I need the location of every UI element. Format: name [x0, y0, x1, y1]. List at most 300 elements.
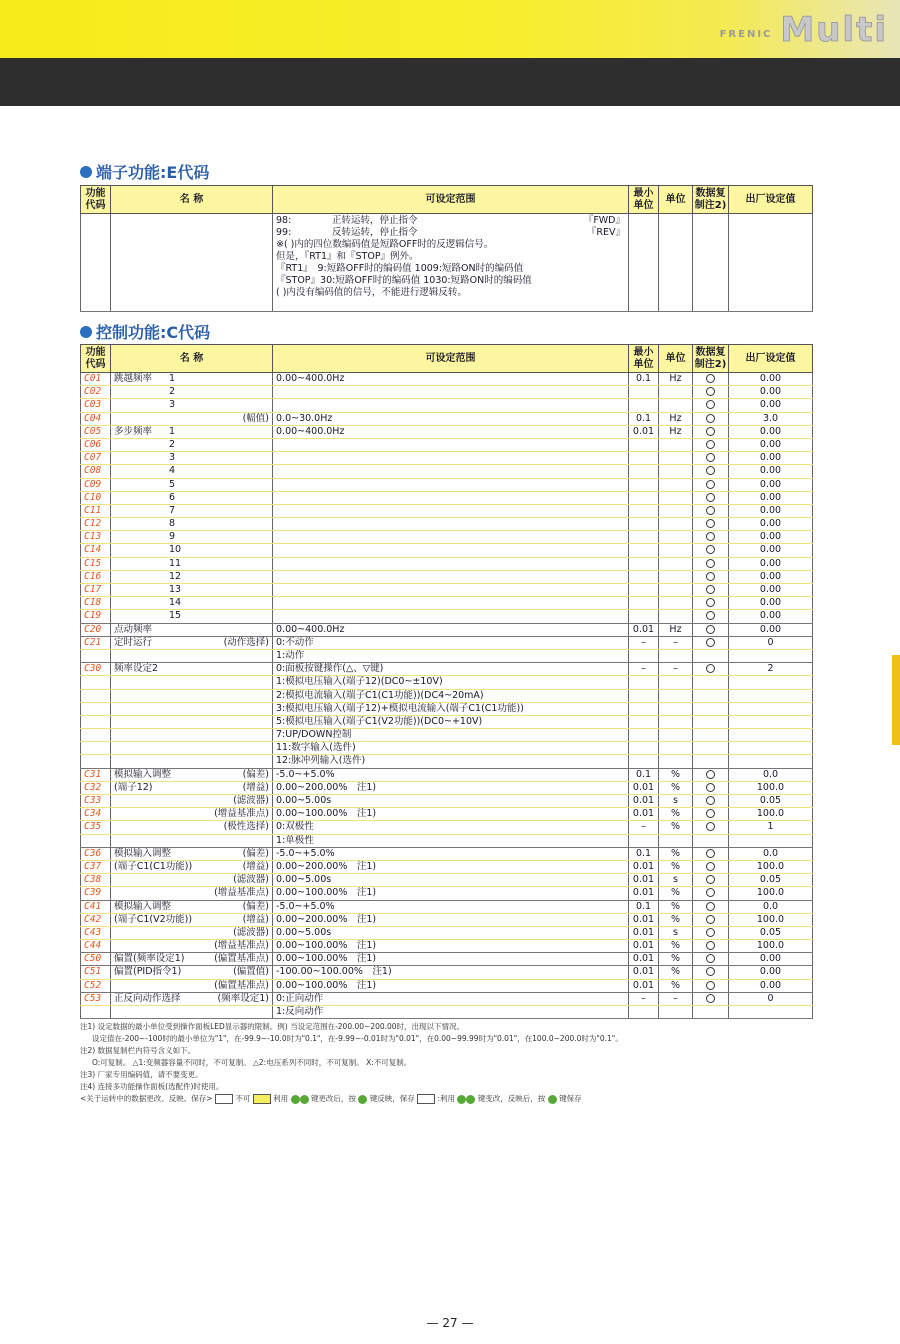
param-code: C13 — [81, 531, 111, 544]
param-code: C34 — [81, 808, 111, 821]
param-min — [629, 649, 659, 662]
param-sub-label: (增益基准点) — [214, 887, 269, 899]
copyable-circle-icon — [706, 954, 715, 963]
table-row — [81, 504, 813, 517]
param-range: 3:模拟电压输入(端子12)+模拟电流输入(端子C1(C1功能)) — [273, 702, 629, 715]
param-index: 3 — [169, 452, 176, 464]
param-code: C51 — [81, 966, 111, 979]
param-name-left — [114, 848, 214, 860]
param-name-left — [114, 637, 214, 649]
table-row — [81, 781, 813, 794]
param-code: C20 — [81, 623, 111, 636]
param-copy — [693, 874, 729, 887]
param-range: 0.00~400.0Hz — [273, 425, 629, 438]
param-copy — [693, 979, 729, 992]
param-name-text: 频率设定2 — [114, 663, 159, 675]
param-copy — [693, 649, 729, 662]
e-range-line — [276, 239, 625, 251]
copyable-circle-icon — [706, 638, 715, 647]
param-default: 0.05 — [729, 926, 813, 939]
param-name-wrap — [114, 927, 269, 939]
brand-big-text: Multi — [780, 10, 888, 50]
param-name-left — [114, 624, 214, 636]
param-range: 0.00~100.00% 注1) — [273, 953, 629, 966]
param-min: 0.01 — [629, 781, 659, 794]
param-name-wrap — [114, 637, 269, 649]
param-default — [729, 834, 813, 847]
param-copy — [693, 834, 729, 847]
param-copy — [693, 795, 729, 808]
param-name — [111, 860, 273, 873]
param-name-wrap — [114, 808, 269, 820]
e-range-cell — [273, 214, 629, 312]
param-min: 0.1 — [629, 847, 659, 860]
param-range: 1:反向动作 — [273, 1006, 629, 1019]
table-row — [81, 966, 813, 979]
param-range: 5:模拟电压输入(端子C1(V2功能))(DC0~+10V) — [273, 715, 629, 728]
header-name: 名 称 — [111, 186, 273, 214]
param-range: 11:数字输入(选件) — [273, 742, 629, 755]
param-copy — [693, 597, 729, 610]
copyable-circle-icon — [706, 506, 715, 515]
param-range: -5.0~+5.0% — [273, 768, 629, 781]
param-range: 1:模拟电压输入(端子12)(DC0~±10V) — [273, 676, 629, 689]
table-row — [81, 689, 813, 702]
param-copy — [693, 742, 729, 755]
param-name-left — [114, 426, 214, 438]
param-unit: % — [659, 808, 693, 821]
table-row — [81, 518, 813, 531]
param-name-text: (端子C1(V2功能)) — [114, 913, 193, 925]
param-copy — [693, 702, 729, 715]
param-min: 0.01 — [629, 874, 659, 887]
param-unit — [659, 452, 693, 465]
copyable-circle-icon — [706, 875, 715, 884]
header-unit: 单位 — [659, 345, 693, 373]
param-default — [729, 715, 813, 728]
param-name-wrap — [114, 624, 269, 636]
e-range-text: 『RT1』 9:短路OFF时的编码值 1009:短路ON时的编码值 — [276, 263, 524, 274]
func-key-icon — [358, 1095, 367, 1104]
param-default: 0.00 — [729, 504, 813, 517]
param-min — [629, 465, 659, 478]
param-name-wrap — [114, 769, 269, 781]
note-1b: 设定值在-200~-100时的最小单位为"1"，在-99.9~-10.0时为"0.1"，在-9.99~-0.01时为"0.01"，在0.00~99.99时为"0.01"，在100.0~200.0时为"0.1"。 — [92, 1034, 623, 1043]
param-min — [629, 689, 659, 702]
section-c-title-text: 控制功能:C代码 — [96, 323, 211, 342]
param-range — [273, 491, 629, 504]
param-copy — [693, 860, 729, 873]
param-code: C38 — [81, 874, 111, 887]
table-row — [81, 1006, 813, 1019]
param-default: 0.00 — [729, 979, 813, 992]
param-unit — [659, 702, 693, 715]
param-code: C10 — [81, 491, 111, 504]
param-sub-label: (极性选择) — [223, 821, 269, 833]
table-row — [81, 438, 813, 451]
param-code: C01 — [81, 373, 111, 386]
param-min — [629, 729, 659, 742]
param-name-text: 模拟输入调整 — [114, 768, 172, 780]
param-name — [111, 808, 273, 821]
param-min: 0.01 — [629, 795, 659, 808]
param-name — [111, 821, 273, 834]
param-range: 0.00~200.00% 注1) — [273, 860, 629, 873]
param-unit: % — [659, 953, 693, 966]
param-unit — [659, 544, 693, 557]
table-row — [81, 953, 813, 966]
e-range-code: 98: — [276, 215, 292, 226]
param-copy — [693, 518, 729, 531]
param-unit — [659, 610, 693, 623]
param-name-left — [114, 966, 214, 978]
copyable-circle-icon — [706, 981, 715, 990]
param-name-wrap — [114, 861, 269, 873]
param-min: – — [629, 663, 659, 676]
table-row — [81, 979, 813, 992]
param-default: 0.00 — [729, 452, 813, 465]
param-unit — [659, 438, 693, 451]
side-index-tab — [892, 655, 900, 745]
param-range: 0:正向动作 — [273, 992, 629, 1005]
param-name — [111, 465, 273, 478]
param-unit: Hz — [659, 425, 693, 438]
table-row — [81, 531, 813, 544]
param-name — [111, 900, 273, 913]
header-copy: 数据复制注2) — [693, 345, 729, 373]
param-name-left — [114, 914, 214, 926]
param-range — [273, 557, 629, 570]
param-min — [629, 557, 659, 570]
param-code: C37 — [81, 860, 111, 873]
param-name-wrap — [114, 914, 269, 926]
param-name — [111, 742, 273, 755]
param-code: C17 — [81, 584, 111, 597]
param-name — [111, 874, 273, 887]
param-copy — [693, 900, 729, 913]
param-range: 0.00~400.0Hz — [273, 623, 629, 636]
param-sub-label: (偏置基准点) — [214, 953, 269, 965]
param-name-wrap — [114, 874, 269, 886]
param-default: 0.00 — [729, 966, 813, 979]
header-min: 最小单位 — [629, 345, 659, 373]
copyable-circle-icon — [706, 519, 715, 528]
param-code: C05 — [81, 425, 111, 438]
e-range-code: 99: — [276, 227, 292, 238]
param-default: 100.0 — [729, 940, 813, 953]
param-name-left — [114, 769, 214, 781]
param-min: – — [629, 992, 659, 1005]
param-min — [629, 676, 659, 689]
note-3: 注3) 厂家专用编码值，请不要变更。 — [80, 1070, 203, 1079]
param-default: 0.00 — [729, 531, 813, 544]
param-name — [111, 966, 273, 979]
param-name-text: (端子12) — [114, 781, 153, 793]
param-min — [629, 834, 659, 847]
param-name-wrap — [114, 373, 269, 385]
param-name-left — [114, 413, 214, 425]
param-name-text: 定时运行 — [114, 636, 153, 648]
copyable-circle-icon — [706, 427, 715, 436]
e-range-text: 『STOP』30:短路OFF时的编码值 1030:短路ON时的编码值 — [276, 275, 532, 286]
param-range — [273, 465, 629, 478]
copyable-circle-icon — [706, 585, 715, 594]
header-range: 可设定范围 — [273, 186, 629, 214]
param-code: C41 — [81, 900, 111, 913]
param-name — [111, 425, 273, 438]
param-name — [111, 940, 273, 953]
section-c-title — [80, 320, 210, 343]
param-code: C39 — [81, 887, 111, 900]
copyable-circle-icon — [706, 387, 715, 396]
table-row — [81, 597, 813, 610]
param-name — [111, 847, 273, 860]
param-min: 0.01 — [629, 913, 659, 926]
param-default — [729, 702, 813, 715]
param-index: 3 — [169, 399, 176, 411]
param-code: C12 — [81, 518, 111, 531]
param-copy — [693, 557, 729, 570]
param-min — [629, 478, 659, 491]
copyable-circle-icon — [706, 967, 715, 976]
e-range-line — [276, 215, 625, 227]
param-copy — [693, 953, 729, 966]
table-cell — [111, 214, 273, 312]
param-min — [629, 544, 659, 557]
up-key-icon — [291, 1095, 300, 1104]
param-name-left — [114, 808, 214, 820]
copyable-circle-icon — [706, 611, 715, 620]
param-sub-label: (偏置基准点) — [214, 979, 269, 991]
param-name — [111, 795, 273, 808]
param-min — [629, 518, 659, 531]
table-row — [81, 847, 813, 860]
param-unit — [659, 570, 693, 583]
param-range: 0:面板按键操作(△、▽键) — [273, 663, 629, 676]
param-unit — [659, 557, 693, 570]
param-index: 4 — [169, 465, 176, 477]
copyable-circle-icon — [706, 559, 715, 568]
param-unit — [659, 504, 693, 517]
param-copy — [693, 478, 729, 491]
param-sub-label: (偏差) — [242, 900, 269, 912]
param-code: C07 — [81, 452, 111, 465]
param-unit: Hz — [659, 373, 693, 386]
param-code: C32 — [81, 781, 111, 794]
param-code: C06 — [81, 438, 111, 451]
param-default — [729, 649, 813, 662]
copyable-circle-icon — [706, 532, 715, 541]
param-copy — [693, 689, 729, 702]
param-name — [111, 979, 273, 992]
param-range: 0.00~200.00% 注1) — [273, 913, 629, 926]
param-name-left — [114, 795, 214, 807]
param-name-wrap — [114, 795, 269, 807]
param-range: 2:模拟电流输入(端子C1(C1功能))(DC4~20mA) — [273, 689, 629, 702]
e-range-line — [276, 251, 625, 263]
param-min — [629, 531, 659, 544]
param-sub-label: (滤波器) — [233, 926, 269, 938]
param-name — [111, 689, 273, 702]
table-row — [81, 900, 813, 913]
param-code: C18 — [81, 597, 111, 610]
param-default: 0.00 — [729, 465, 813, 478]
param-code: C14 — [81, 544, 111, 557]
e-range-line — [276, 275, 625, 287]
param-default: 0.0 — [729, 847, 813, 860]
param-sub-label: (增益) — [242, 913, 269, 925]
param-name-wrap — [114, 426, 269, 438]
param-copy — [693, 610, 729, 623]
param-copy — [693, 676, 729, 689]
param-range: 1:动作 — [273, 649, 629, 662]
param-name — [111, 557, 273, 570]
param-sub-label: (滤波器) — [233, 874, 269, 886]
param-copy — [693, 491, 729, 504]
copyable-circle-icon — [706, 902, 715, 911]
param-min — [629, 742, 659, 755]
param-sub-label: (幅值) — [242, 412, 269, 424]
copyable-circle-icon — [706, 849, 715, 858]
section-e-title — [80, 160, 209, 183]
copyable-circle-icon — [706, 598, 715, 607]
param-copy — [693, 412, 729, 425]
param-name — [111, 623, 273, 636]
param-unit: – — [659, 992, 693, 1005]
table-row — [81, 702, 813, 715]
param-min: 0.01 — [629, 623, 659, 636]
param-code: C35 — [81, 821, 111, 834]
copyable-circle-icon — [706, 545, 715, 554]
param-unit: % — [659, 979, 693, 992]
param-min: 0.01 — [629, 953, 659, 966]
param-default: 0.00 — [729, 491, 813, 504]
table-row — [81, 860, 813, 873]
param-index: 2 — [169, 438, 176, 450]
header-name: 名 称 — [111, 345, 273, 373]
param-name-wrap — [114, 782, 269, 794]
param-name — [111, 926, 273, 939]
param-name-left — [114, 821, 214, 833]
param-range — [273, 518, 629, 531]
param-name — [111, 491, 273, 504]
table-row — [81, 795, 813, 808]
param-name-wrap — [114, 966, 269, 978]
param-unit: % — [659, 768, 693, 781]
param-min — [629, 491, 659, 504]
param-min: 0.01 — [629, 887, 659, 900]
table-row — [81, 940, 813, 953]
param-copy — [693, 887, 729, 900]
e-range-signal: 『REV』 — [586, 227, 625, 238]
param-unit: s — [659, 926, 693, 939]
param-sub-label: (偏置值) — [233, 966, 269, 978]
param-name — [111, 531, 273, 544]
param-name — [111, 518, 273, 531]
param-code: C21 — [81, 636, 111, 649]
param-copy — [693, 715, 729, 728]
param-code — [81, 649, 111, 662]
param-range — [273, 610, 629, 623]
param-min — [629, 755, 659, 768]
param-copy — [693, 992, 729, 1005]
param-name — [111, 504, 273, 517]
copyable-circle-icon — [706, 466, 715, 475]
param-name — [111, 570, 273, 583]
table-row — [81, 649, 813, 662]
table-row — [81, 610, 813, 623]
param-range: 0:不动作 — [273, 636, 629, 649]
footnotes — [80, 1021, 820, 1105]
param-range: 0.00~5.00s — [273, 795, 629, 808]
param-default: 100.0 — [729, 860, 813, 873]
param-copy — [693, 1006, 729, 1019]
param-copy — [693, 570, 729, 583]
section-e-title-text: 端子功能:E代码 — [96, 163, 210, 182]
param-min — [629, 597, 659, 610]
param-copy — [693, 438, 729, 451]
param-code: C04 — [81, 412, 111, 425]
param-copy — [693, 465, 729, 478]
param-name-wrap — [114, 953, 269, 965]
param-copy — [693, 781, 729, 794]
param-index: 10 — [169, 544, 182, 556]
param-unit — [659, 465, 693, 478]
note-5-save2: 键保存 — [559, 1094, 582, 1103]
param-min: 0.01 — [629, 940, 659, 953]
param-default: 0 — [729, 992, 813, 1005]
param-copy — [693, 373, 729, 386]
param-name — [111, 610, 273, 623]
param-default: 0.00 — [729, 425, 813, 438]
param-min: 0.01 — [629, 979, 659, 992]
header-code: 功能代码 — [81, 345, 111, 373]
param-name — [111, 913, 273, 926]
e-range-text: 反转运转，停止指令 — [332, 227, 418, 238]
param-default: 0.00 — [729, 544, 813, 557]
param-code: C11 — [81, 504, 111, 517]
param-min — [629, 610, 659, 623]
param-range: 1:单极性 — [273, 834, 629, 847]
header-range: 可设定范围 — [273, 345, 629, 373]
param-name — [111, 399, 273, 412]
copyable-circle-icon — [706, 783, 715, 792]
param-code: C50 — [81, 953, 111, 966]
param-sub-label: (增益) — [242, 860, 269, 872]
param-unit — [659, 1006, 693, 1019]
param-name-left — [114, 663, 214, 675]
param-code: C15 — [81, 557, 111, 570]
param-index: 11 — [169, 557, 182, 569]
param-name-wrap — [114, 413, 269, 425]
table-cell — [659, 214, 693, 312]
param-copy — [693, 663, 729, 676]
brand-small-text: FRENIC — [719, 29, 773, 40]
param-name-left — [114, 373, 214, 385]
param-range: 0.00~100.00% 注1) — [273, 808, 629, 821]
param-default: 0.00 — [729, 597, 813, 610]
header-code: 功能代码 — [81, 186, 111, 214]
note-5-save: 键反映，保存 — [369, 1094, 415, 1103]
param-code: C33 — [81, 795, 111, 808]
copyable-circle-icon — [706, 809, 715, 818]
brand-logo — [720, 8, 888, 48]
param-index: 8 — [169, 518, 176, 530]
param-range — [273, 544, 629, 557]
param-unit: % — [659, 781, 693, 794]
param-name-text: 模拟输入调整 — [114, 900, 172, 912]
param-copy — [693, 821, 729, 834]
